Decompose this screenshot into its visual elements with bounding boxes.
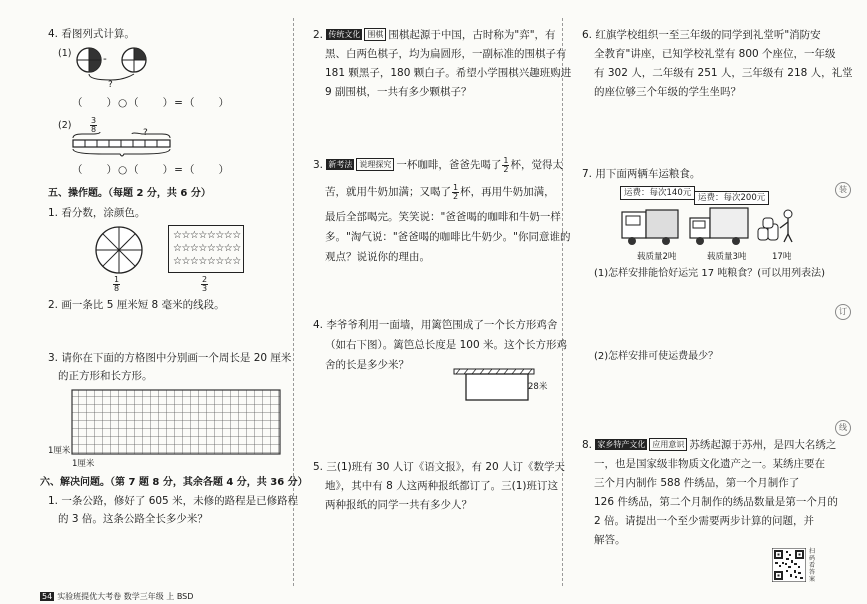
fraction-denominator: 3 [202, 284, 208, 293]
question-mark-1: ? [108, 80, 113, 90]
grain-sacks-icon [758, 210, 792, 242]
tag-hometown-culture: 家乡特产文化 [597, 440, 646, 449]
problem-3-number: 3. [313, 159, 324, 171]
problem-3-text-1b: 杯，觉得太 [510, 159, 563, 171]
circle-a [77, 48, 101, 72]
column-divider-right [562, 18, 563, 586]
problem-3-text-2b: 杯，再用牛奶加满， [460, 186, 555, 198]
problem-6-line2: 全教育"讲座，已知学校礼堂有 800 个座位，一年级 [594, 48, 836, 60]
problem-2-line1 [313, 26, 556, 45]
problem-2-line4: 9 副围棋，一共有多少颗棋子？ [325, 86, 472, 98]
problem-7-title: 7. 用下面两辆车运粮食。 [582, 168, 701, 180]
cargo-weight: 17吨 [772, 252, 792, 262]
answer-blanks-2[interactable]: （ ）○（ ）=（ ） [72, 164, 230, 176]
problem-8-line6: 解答。 [594, 534, 626, 546]
fraction-circles-figure [74, 44, 164, 86]
star-box[interactable] [168, 225, 244, 273]
problem-8-text-1: 苏绣起源于苏州，是四大名绣之 [689, 439, 837, 451]
tag-application: 应用意识 [649, 438, 687, 451]
problem-2-number: 2. [313, 29, 324, 41]
problem-6-line4: 的座位够三个年级的学生坐吗？ [594, 86, 741, 98]
problem-8-line2: 一，也是国家级非物质文化遗产之一。某绣庄要在 [594, 458, 825, 470]
problem-7-question-1: (1)怎样安排能恰好运完 17 吨粮食？(可以用列表法) [594, 268, 826, 279]
problem-6-line1: 6. 红旗学校组织一至三年级的同学到礼堂听"消防安 [582, 29, 821, 41]
circle-b [122, 48, 146, 72]
problem-5-line1: 5. 三(1)班有 30 人订《语文报》，有 20 人订《数学天 [313, 461, 566, 473]
fraction-1-8 [112, 274, 121, 293]
square-grid[interactable] [70, 388, 286, 456]
problem-2-line3: 181 颗黑子，180 颗白子。希望小学围棋兴趣班购进 [325, 67, 572, 79]
star-row-1: ☆☆☆☆☆☆☆☆ [173, 230, 241, 241]
star-row-3: ☆☆☆☆☆☆☆☆ [173, 256, 241, 267]
truck-1-icon [622, 210, 678, 245]
question-4-sub1-label: (1) [58, 48, 72, 59]
answer-blanks-1[interactable]: （ ）○（ ）=（ ） [72, 97, 230, 109]
operation-3-line2: 的正方形和长方形。 [58, 370, 153, 382]
problem-1-line1: 1. 一条公路，修好了 605 米，未修的路程是已修路程 [48, 495, 299, 507]
operation-3-line1: 3. 请你在下面的方格图中分别画一个周长是 20 厘米 [48, 352, 292, 364]
fraction-numerator: 2 [202, 275, 208, 284]
problem-4-line2: （如右下图）。篱笆总长度是 100 米。这个长方形鸡 [325, 339, 567, 351]
coop-width-label: 28米 [528, 382, 548, 392]
fraction-numerator: 1 [503, 155, 509, 165]
truck-2-fare-label: 运费：每次200元 [694, 191, 769, 205]
strip-diagram [72, 132, 172, 160]
problem-3-text-1a: 一杯咖啡，爸爸先喝了 [396, 159, 502, 171]
question-4-sub2-label: (2) [58, 120, 72, 131]
operation-2: 2. 画一条比 5 厘米短 8 毫米的线段。 [48, 299, 225, 311]
binding-mark-2: 订 [835, 304, 851, 320]
fraction-denominator: 8 [114, 284, 120, 293]
eighths-circle[interactable] [93, 224, 145, 276]
problem-3-line4: 多。"淘气说："爸爸喝的咖啡比牛奶少。"你同意谁的 [325, 231, 571, 243]
problem-8-line4: 126 件绣品，第二个月制作的绣品数量是第一个月的 [594, 496, 838, 508]
problem-3-line2 [325, 183, 555, 202]
fraction-numerator: 3 [91, 116, 97, 125]
problem-8-line3: 三个月内制作 588 件绣品，第一个月制作了 [594, 477, 800, 489]
fraction-denominator: 8 [91, 125, 97, 134]
problem-3-text-2a: 苦，就用牛奶加满；又喝了 [325, 186, 451, 198]
operation-1: 1. 看分数，涂颜色。 [48, 207, 146, 219]
problem-3-line5: 观点？说说你的理由。 [325, 251, 430, 263]
tag-traditional-culture: 传统文化 [328, 30, 361, 39]
tag-weiqi: 围棋 [364, 28, 386, 41]
star-row-2: ☆☆☆☆☆☆☆☆ [173, 243, 241, 254]
problem-4-line3: 舍的长是多少米？ [325, 359, 409, 371]
fraction-numerator: 1 [114, 275, 120, 284]
qr-code-icon[interactable] [772, 548, 806, 582]
tag-reasoning: 说理探究 [356, 158, 394, 171]
section-5-title: 五、操作题。（每题 2 分，共 6 分） [48, 188, 211, 199]
fraction-2-3 [200, 274, 209, 293]
fraction-numerator: 1 [453, 182, 459, 192]
tag-new-method: 新考法 [328, 160, 353, 169]
section-6-title: 六、解决问题。（第 7 题 8 分，其余各题 4 分，共 36 分） [40, 477, 308, 488]
trucks-illustration [618, 204, 808, 250]
problem-5-line3: 两种报纸的同学一共有多少人？ [325, 499, 472, 511]
minus-sign: - [103, 53, 107, 65]
truck-2-icon [690, 208, 748, 245]
truck-2-capacity: 载质量3吨 [707, 252, 747, 262]
grid-unit-label-horizontal: 1厘米 [72, 459, 95, 469]
binding-mark-3: 线 [835, 420, 851, 436]
page-footer [40, 591, 193, 602]
fraction-denominator: 2 [503, 164, 509, 174]
problem-2-text-1: 围棋起源于中国，古时称为"弈"，有 [388, 29, 556, 41]
problem-3-line3: 最后全部喝完。笑笑说："爸爸喝的咖啡和牛奶一样 [325, 211, 561, 223]
truck-1-fare-label: 运费：每次140元 [620, 186, 695, 200]
question-mark-2: ? [143, 128, 148, 138]
problem-8-line1 [582, 436, 836, 455]
binding-mark-1: 装 [835, 182, 851, 198]
footer-text: 实验班提优大考卷 数学三年级 上 BSD [57, 592, 194, 601]
problem-1-line2: 的 3 倍。这条公路全长多少米？ [58, 513, 208, 525]
problem-5-line2: 地》，其中有 8 人这两种报纸都订了。三(1)班订这 [325, 480, 558, 492]
grid-unit-label-vertical: 1厘米 [48, 446, 71, 456]
truck-1-capacity: 载质量2吨 [637, 252, 677, 262]
problem-2-line2: 黑、白两色棋子，均为扁圆形，一副标准的围棋子有 [325, 48, 567, 60]
problem-7-question-2: (2)怎样安排可使运费最少？ [594, 351, 719, 362]
qr-caption: 扫码看答案 [809, 548, 816, 583]
page-number: 54 [42, 592, 53, 601]
problem-8-number: 8. [582, 439, 593, 451]
fraction-denominator: 2 [453, 191, 459, 201]
problem-3-line1 [313, 156, 563, 175]
problem-8-line5: 2 倍。请提出一个至少需要两步计算的问题，并 [594, 515, 815, 527]
problem-4-line1: 4. 李爷爷利用一面墙，用篱笆围成了一个长方形鸡舍 [313, 319, 558, 331]
question-4-title: 4. 看图列式计算。 [48, 28, 135, 40]
problem-6-line3: 有 302 人，二年级有 251 人，三年级有 218 人，礼堂 [594, 67, 853, 79]
